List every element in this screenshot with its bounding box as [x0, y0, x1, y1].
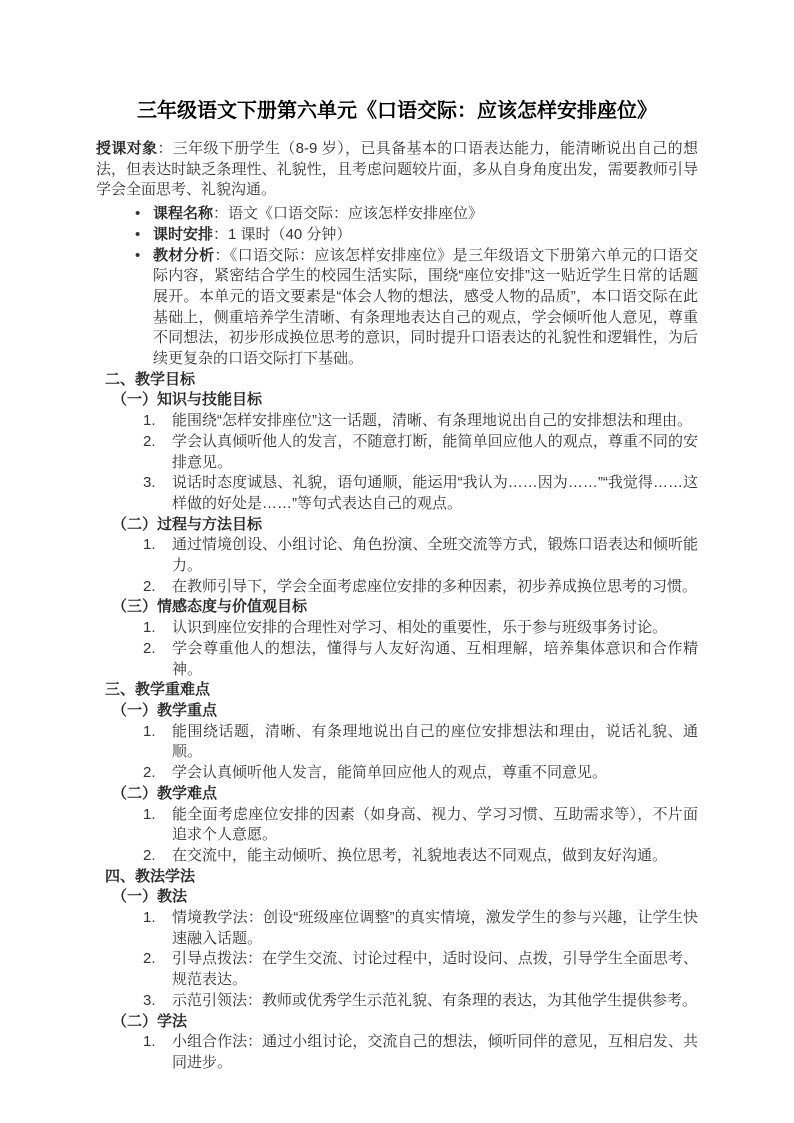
numbered-item [96, 991, 698, 1012]
bullet-separator: ： [213, 225, 229, 243]
bullet-label: 教材分析 [153, 246, 215, 264]
item-number: 1. [143, 909, 156, 927]
subsection-heading-process-method: （二）过程与方法目标 [112, 515, 263, 533]
intro-paragraph [96, 139, 698, 201]
bullet-icon: • [135, 246, 141, 264]
subsection-heading-knowledge-skills: （一）知识与技能目标 [112, 391, 263, 409]
numbered-item [96, 411, 698, 432]
numbered-item [96, 473, 698, 514]
item-number: 1. [143, 1033, 156, 1051]
document-title: 三年级语文下册第六单元《口语交际：应该怎样安排座位》 [137, 100, 657, 122]
item-number: 2. [143, 950, 156, 968]
bullet-separator: ： [214, 246, 230, 264]
item-text: 认识到座位安排的合理性对学习、相处的重要性，乐于参与班级事务讨论。 [172, 619, 668, 637]
bullet-text: 语文《口语交际：应该怎样安排座位》 [228, 205, 484, 223]
item-number: 1. [143, 722, 156, 740]
bullet-icon: • [135, 205, 141, 223]
item-text: 学会认真倾听他人的发言，不随意打断，能简单回应他人的观点，尊重不同的安排意见。 [172, 432, 698, 471]
numbered-item [96, 722, 698, 763]
item-number: 1. [143, 412, 156, 430]
numbered-item [96, 535, 698, 576]
numbered-item [96, 1032, 698, 1073]
item-text: 能围绕话题，清晰、有条理地说出自己的座位安排想法和理由，说话礼貌、通顺。 [172, 722, 698, 761]
numbered-item [96, 949, 698, 990]
item-number: 3. [143, 991, 156, 1009]
numbered-item [96, 805, 698, 846]
item-text: 通过情境创设、小组讨论、角色扮演、全班交流等方式，锻炼口语表达和倾听能力。 [172, 536, 698, 575]
subsection-heading-emotion-values: （三）情感态度与价值观目标 [112, 598, 308, 616]
numbered-item [96, 908, 698, 949]
item-number: 1. [143, 805, 156, 823]
bullet-label: 课时安排 [153, 225, 214, 243]
item-text: 小组合作法：通过小组讨论，交流自己的想法，倾听同伴的意见，互相启发、共同进步。 [172, 1033, 698, 1071]
item-text: 学会尊重他人的想法，懂得与人友好沟通、互相理解，培养集体意识和合作精神。 [172, 639, 698, 678]
item-number: 3. [143, 474, 156, 492]
item-text: 说话时态度诚恳、礼貌，语句通顺，能运用“我认为……因为……”“我觉得……这样做的好处是……”等句式表达自己的观点。 [172, 474, 698, 512]
bullet-label: 课程名称 [153, 205, 214, 223]
item-number: 2. [143, 432, 156, 450]
item-text: 能围绕“怎样安排座位”这一话题，清晰、有条理地说出自己的安排想法和理由。 [172, 412, 692, 430]
subsection-heading-teaching-methods: （一）教法 [112, 888, 188, 906]
numbered-item [96, 639, 698, 680]
subsection-heading-learning-methods: （二）学法 [112, 1012, 188, 1030]
subsection-heading-difficult-points: （二）教学难点 [112, 784, 218, 802]
numbered-item [96, 432, 698, 473]
bullet-text: 《口语交际：应该怎样安排座位》是三年级语文下册第六单元的口语交际内容，紧密结合学生的校园生活实际，围绕“座位安排”这一贴近学生日常的话题展开。本单元的语文要素是“体会人物的想法，感受人物的品质”，本口语交际在此基础上，侧重培养学生清晰、有条理地表达自己的观点，学会倾听他人意见，尊重不同想法，初步形成换位思考的意识，同时提升口语表达的礼貌性和逻辑性，为后续更复杂的口语交际打下基础。 [153, 246, 698, 368]
item-text: 在交流中，能主动倾听、换位思考，礼貌地表达不同观点，做到友好沟通。 [172, 846, 668, 864]
item-number: 2. [143, 577, 156, 595]
item-text: 能全面考虑座位安排的因素（如身高、视力、学习习惯、互助需求等），不片面追求个人意愿。 [172, 805, 698, 844]
item-number: 1. [143, 536, 156, 554]
section-heading-teaching-learning-methods: 四、教法学法 [105, 867, 196, 885]
intro-text: 三年级下册学生（8-9 岁），已具备基本的口语表达能力，能清晰说出自己的想法，但表达时缺乏条理性、礼貌性，且考虑问题较片面，多从自身角度出发，需要教师引导学会全面思考、礼貌沟通。 [96, 140, 698, 199]
subsection-heading-key-points: （一）教学重点 [112, 701, 218, 719]
numbered-item [96, 577, 698, 598]
numbered-item [96, 763, 698, 784]
section-heading-key-difficult-points: 三、教学重难点 [105, 681, 211, 699]
bullet-item-class-hours [96, 225, 698, 246]
item-text: 学会认真倾听他人发言，能简单回应他人的观点，尊重不同意见。 [172, 764, 608, 782]
section-heading-teaching-goals: 二、教学目标 [105, 370, 196, 388]
numbered-item [96, 618, 698, 639]
item-text: 在教师引导下，学会全面考虑座位安排的多种因素，初步养成换位思考的习惯。 [172, 577, 698, 595]
item-text: 示范引领法：教师或优秀学生示范礼貌、有条理的表达，为其他学生提供参考。 [172, 991, 698, 1009]
numbered-item [96, 846, 698, 867]
item-number: 2. [143, 764, 156, 782]
intro-label: 授课对象 [96, 140, 158, 157]
item-text: 引导点拨法：在学生交流、讨论过程中，适时设问、点拨，引导学生全面思考、规范表达。 [172, 950, 698, 989]
item-text: 情境教学法：创设“班级座位调整”的真实情境，激发学生的参与兴趣，让学生快速融入话题。 [172, 909, 698, 947]
bullet-item-material-analysis [96, 246, 698, 370]
item-number: 1. [143, 619, 156, 637]
bullet-separator: ： [213, 205, 229, 223]
intro-separator: ： [157, 140, 173, 157]
bullet-item-course-name [96, 204, 698, 225]
bullet-list [96, 204, 698, 370]
bullet-icon: • [135, 225, 141, 243]
bullet-text: 1 课时（40 分钟） [228, 225, 352, 243]
item-number: 2. [143, 846, 156, 864]
item-number: 2. [143, 639, 156, 657]
